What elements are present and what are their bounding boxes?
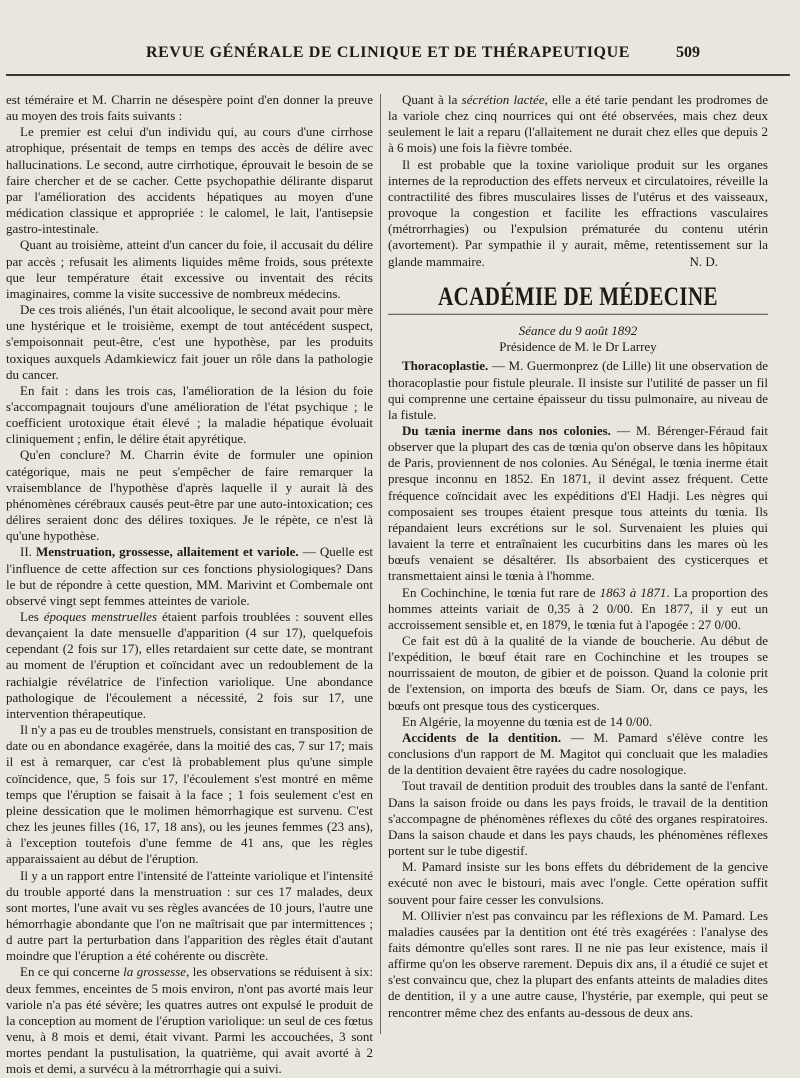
entry-title: Accidents de la dentition. (402, 729, 562, 745)
header-rule (6, 74, 790, 76)
text-run: Quant à la (402, 92, 462, 107)
paragraph (6, 609, 373, 722)
text-run: , les observations se réduisent à six: deux femmes, enceintes de 5 mois environ, n'ont pas avorté mais leur variole n'a pas été sévère; les quatres autres ont expulsé le produit de la conception au moment de l'éruption variolique: un seul de ces fœtus venu, à 8 mois et demi, était vivant. Parmi les accouchées, 3 sont mortes pendant la pustulisation, la quatrième, qui avait avorté à 2 mois et demi, a survécu à la métrorrhagie qui a suivi. (6, 964, 373, 1077)
section-title: Menstruation, grossesse, allaitement et variole. (36, 544, 299, 560)
text-run: En ce qui concerne (20, 964, 124, 980)
section-number: II. (20, 544, 32, 560)
page-number: 509 (676, 44, 700, 61)
academy-heading: ACADÉMIE DE MÉDECINE (388, 286, 768, 315)
paragraph (388, 92, 768, 157)
text-run: Les (20, 609, 44, 624)
session-presidency: Présidence de M. le Dr Larrey (499, 339, 657, 355)
paragraph: Le premier est celui d'un individu qui, au cours d'une cirrhose atrophique, présentait de temps en temps des accès de délire avec hallucinations. Le second, autre cirrhotique, éprouvait le besoin de se faire chercher et de se cacher. Cette psychopathie délirante disparut par l'amélioration des accidents hépatiques au moyen d'une médication classique et appropriée : le calomel, le lait, l'antisepsie gastro-intestinale. (6, 124, 373, 237)
text-run: étaient parfois troublées : souvent elles devançaient la date mensuelle d'apparition (4 sur 17), quelquefois cependant (2 fois sur 17), elles retardaient sur cette date, se montrant au moment de l'éruption et coïncidant avec un redoublement de la rachialgie révélatrice de l'infection variolique. Une abondance pathologique de l'écoulement a nécessité, 2 fois sur 17, une intervention thérapeutique. (6, 609, 373, 721)
column-divider (380, 94, 381, 1034)
section-text: — Quelle est l'influence de cette affection sur ces fonctions physiologiques? Dans le but de répondre à cette question, MM. Marivint et Combemale ont observé vingt sept femmes atteintes de variole. (6, 544, 373, 608)
date-text: 9 août (575, 323, 608, 339)
entry-paragraph (388, 423, 768, 585)
text-run: En Cochinchine, le tœnia fut rare de (402, 584, 600, 600)
entry-paragraph (388, 730, 768, 778)
year-text: 1892 (607, 323, 638, 339)
paragraph: est téméraire et M. Charrin ne désespère point d'en donner la preuve au moyen des trois faits suivants : (6, 92, 373, 124)
italic-text: époques menstruelles (43, 609, 157, 624)
entry-title: Thoracoplastie. (402, 358, 489, 374)
paragraph (6, 964, 373, 1077)
session-date (388, 323, 768, 339)
text-run: Séance du (518, 323, 576, 339)
paragraph: Il n'y a pas eu de troubles menstruels, consistant en transposition de date ou en abondance exagérée, dans la moitié des cas, 7 sur 17; mais il est à remarquer, car c'est là probablement plus qu'une simple coïncidence, que, 5 fois sur 17, l'écoulement s'est montré en même temps que l'éruption se faisait à la face ; 1 fois seulement c'est en pleine dessication que le molimen hémorrhagique est survenu. C'est chez les jeunes filles (16, 17, 18 ans), ou les jeunes femmes (23 ans), à l'exception toutefois d'une femme de 41 ans, que les règles apparaissaient au début de l'éruption. (6, 722, 373, 867)
paragraph: Tout travail de dentition produit des troubles dans la santé de l'enfant. Dans la saison froide ou dans les pays froids, le travail de la dentition s'accompagne de phénomènes réflexes du côté des organes respiratoires. Dans la saison chaude et dans les pays chauds, les phénomènes réflexes portent sur le tube digestif. (388, 778, 768, 859)
italic-text: la grossesse (123, 964, 187, 980)
italic-text: 1863 à 1871 (599, 584, 667, 600)
paragraph: En fait : dans les trois cas, l'amélioration de la lésion du foie s'accompagnait toujours d'une amélioration de l'état psychique ; le coefficient urotoxique était élevé ; la maladie hépatique évoluait cliniquement ; enfin, le délire était apyrétique. (6, 382, 373, 447)
paragraph: Quant au troisième, atteint d'un cancer du foie, il accusait du délire par accès ; refusait les aliments liquides même froids, sous prétexte que leur température était excessive ou inventait des récits imaginaires, comme la visite successive de nombreux médecins. (6, 237, 373, 301)
entry-text: — M. Pamard s'élève contre les conclusions d'un rapport de M. Magitot qui concluait que les maladies de la dentition devaient être rayées du cadre nosologique. (388, 729, 768, 778)
entry-title: Du tænia inerme dans nos colonies. (402, 422, 611, 438)
paragraph: Qu'en conclure? M. Charrin évite de formuler une opinion catégorique, mais ne peut s'empêcher de faire remarquer la vraisemblance de l'hypothèse d'après laquelle il y aurait là des phénomènes cérébraux causés peut-être par une auto-intoxication; ces délires seraient donc des délires toxiques. Je le répète, ce n'est là qu'une hypothèse. (6, 447, 373, 544)
paragraph: En Algérie, la moyenne du tœnia est de 14 0/00. (402, 713, 653, 729)
paragraph: De ces trois aliénés, l'un était alcoolique, le second avait pour mère une hystérique et le troisième, exempt de tout antécédent suspect, s'empoisonnait peut-être, c'est une hypothèse, par les produits toxiques auxquels Adamkiewicz fait jouer un rôle dans la pathologie du cancer. (6, 302, 373, 382)
text-run: . La proportion des hommes atteints variait de 0,35 à 2 0/00. En 1877, il y eut un accroissement sensible et, en 1879, le tœnia fut à l'apogée : 27 0/00. (388, 584, 769, 632)
paragraph: Il est probable que la toxine variolique produit sur les organes internes de la reproduction des effets nerveux et circulatoires, réveille la contractilité des fibres musculaires lisses de l'utérus et des vaisseaux, provoque la congestion et facilite les effractions vasculaires (métrorrhagies) ou l'expulsion prématurée du contenu utérin (avortement). Par sympathie il y aurait, même, retentissement sur la glande mammaire. (388, 156, 768, 269)
text-run: , elle a été tarie pendant les prodromes de la variole chez cinq nourrices qui ont été observées, mais chez deux seulement le lait a reparu (l'allaitement ne durait chez elles que depuis 2 à 6 mois) une fois la fièvre tombée. (388, 92, 769, 156)
author-signature: N. D. (689, 253, 718, 269)
entry-text: — M. Guermonprez (de Lille) lit une observation de thoracoplastie pour fistule pleurale. Il insiste sur l'utilité de passer un fil qui comprenne une certaine épaisseur du tissu pulmonaire, au niveau de la fistule. (388, 358, 768, 422)
section-paragraph (6, 544, 373, 609)
paragraph (388, 585, 768, 633)
right-column (388, 92, 768, 1021)
italic-text: sécrétion lactée (461, 92, 545, 107)
left-column (6, 92, 373, 1078)
paragraph: M. Pamard insiste sur les bons effets du débridement de la gencive exécuté non avec le bistouri, mais avec l'ongle. Cette opération suffit souvent pour faire cesser les convulsions. (388, 859, 768, 907)
paragraph: M. Ollivier n'est pas convaincu par les réflexions de M. Pamard. Les maladies causées par la dentition ont été très exagérées : l'analyse des faits démontre qu'elles sont rares. Il ne nie pas leur existence, mais il affirme qu'on les observe rarement. Depuis dix ans, il a étudié ce sujet et s'est convaincu que, chez la plupart des enfants atteints de maladies dites de dentition, il y a une autre cause, l'hystérie, par exemple, qui peut se rencontrer même chez des enfants au-dessous de deux ans. (388, 907, 768, 1020)
entry-text: — M. Bérenger-Féraud fait observer que la plupart des cas de tœnia qu'on observe dans les hôpitaux de Paris, proviennent de nos colonies. Au Sénégal, le tœnia inerme était presque inconnu en 1852. En 1871, il devint assez fréquent. Cette fréquence coïncidait avec les expéditions d'El Hadji. Les nègres qui composaient ses troupes étaient presque tous atteints du tœnia. Ils répandaient leurs excrétions sur le sol. Survenaient les pluies qui lavaient la terre et entraînaient les cucurbitins dans les mares où les bœufs venaient se désaltérer. Ils absorbaient des cysticerques et transmettaient ainsi le tœnia à l'homme. (388, 422, 768, 584)
paragraph: Ce fait est dû à la qualité de la viande de boucherie. Au début de l'expédition, le bœuf était rare en Cochinchine et les troupes se nourrissaient de mouton, de gibier et de poisson. Quand la colonie prit de l'extension, on importa des bœufs de Siam. Or, dans ce pays, les bœufs ont presque tous des cysticerques. (388, 633, 768, 713)
paragraph: Il y a un rapport entre l'intensité de l'atteinte variolique et l'intensité du trouble apporté dans la menstruation : sur ces 17 malades, deux sont mortes, l'une avait vu ses règles avancées de 10 jours, l'autre une hémorrhagie abondante que l'on ne maîtrisait que par intermittences ; d autre part la perturbation dans l'apparition des règles était d'autant moindre que l'éruption a été cohérente ou discrète. (6, 867, 373, 964)
running-header: REVUE GÉNÉRALE DE CLINIQUE ET DE THÉRAPEUTIQUE (146, 44, 630, 61)
entry-paragraph (388, 358, 768, 423)
